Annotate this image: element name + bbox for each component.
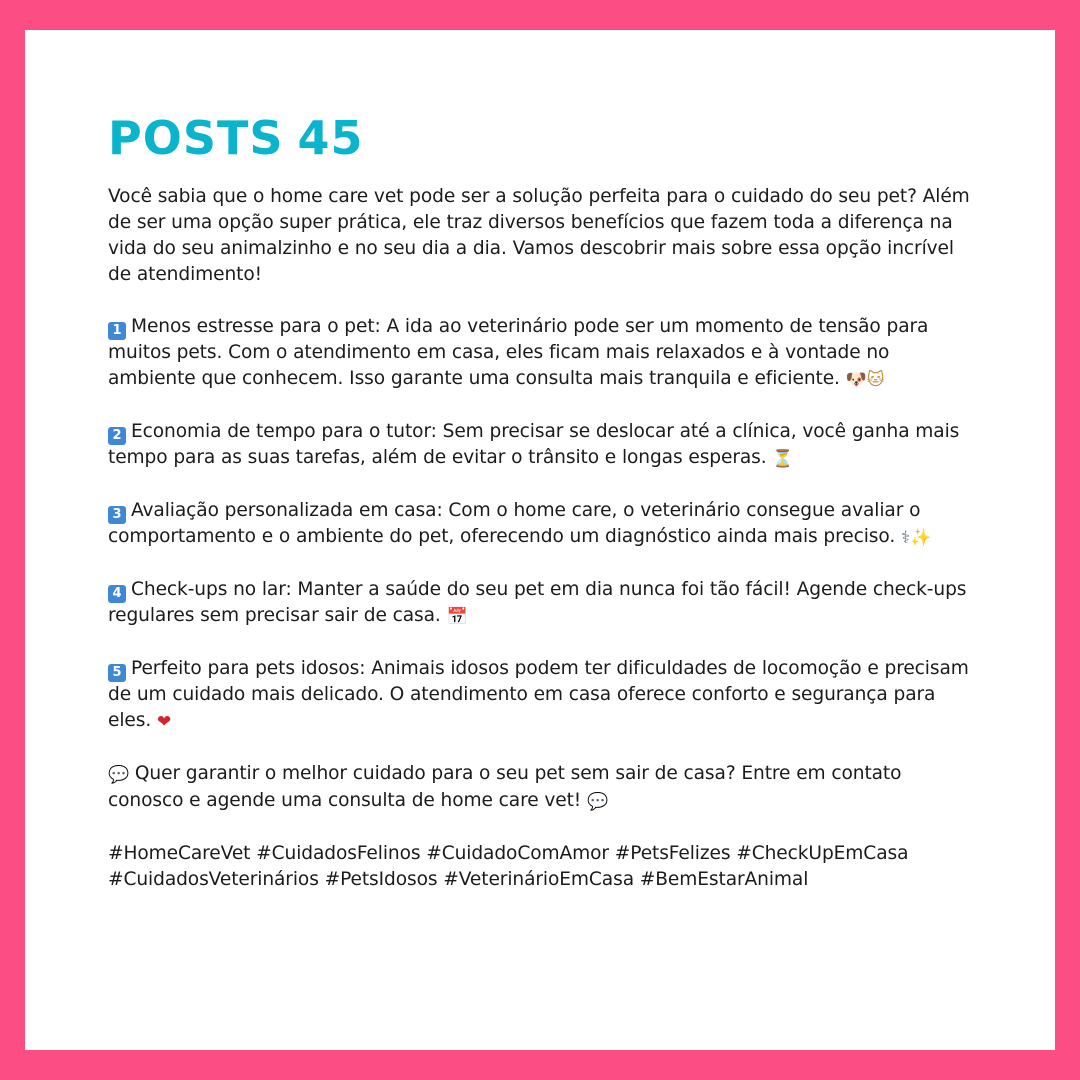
keycap-2-icon: 2 xyxy=(108,427,126,445)
hourglass-icon: ⏳ xyxy=(772,449,794,469)
post-body xyxy=(108,184,973,893)
dog-face-icon: 🐶 xyxy=(845,370,867,390)
cta-text: Quer garantir o melhor cuidado para o seu pet sem sair de casa? Entre em contato conosco e agende uma consulta de home care vet! xyxy=(108,763,902,811)
stethoscope-icon: ⚕ xyxy=(900,528,911,548)
speech-bubble-icon: 💬 xyxy=(108,765,130,785)
list-item xyxy=(108,498,973,551)
keycap-5-icon: 5 xyxy=(108,664,126,682)
list-item xyxy=(108,419,973,472)
title-number: 45 xyxy=(297,111,364,165)
calendar-icon: 📅 xyxy=(446,607,468,627)
item-text: Menos estresse para o pet: A ida ao veterinário pode ser um momento de tensão para muitos pets. Com o atendimento em casa, eles ficam mais relaxados e à vontade no ambiente que conhecem. Isso garante uma consulta mais tranquila e eficiente. xyxy=(108,316,929,389)
intro-paragraph: Você sabia que o home care vet pode ser a solução perfeita para o cuidado do seu pet? Além de ser uma opção super prática, ele traz diversos benefícios que fazem toda a diferença na vida do seu animalzinho e no seu dia a dia. Vamos descobrir mais sobre essa opção incrível de atendimento! xyxy=(108,186,970,285)
keycap-3-icon: 3 xyxy=(108,506,126,524)
list-item xyxy=(108,314,973,393)
item-text: Economia de tempo para o tutor: Sem precisar se deslocar até a clínica, você ganha mais tempo para as suas tarefas, além de evitar o trânsito e longas esperas. xyxy=(108,421,960,468)
title-word: POSTS xyxy=(108,111,284,165)
speech-bubble-icon: 💬 xyxy=(586,792,609,812)
cat-face-icon: 🐱 xyxy=(866,370,885,390)
sparkles-icon: ✨ xyxy=(910,528,932,548)
list-item xyxy=(108,577,973,630)
item-text: Perfeito para pets idosos: Animais idosos podem ter dificuldades de locomoção e precisam de um cuidado mais delicado. O atendimento em casa oferece conforto e segurança para eles. xyxy=(108,658,969,731)
post-title xyxy=(108,108,363,168)
keycap-1-icon: 1 xyxy=(108,322,126,340)
item-text: Check-ups no lar: Manter a saúde do seu pet em dia nunca foi tão fácil! Agende check-ups regulares sem precisar sair de casa. xyxy=(108,579,967,626)
list-item xyxy=(108,656,973,735)
heart-icon: ❤ xyxy=(156,712,172,732)
call-to-action xyxy=(108,761,973,815)
item-text: Avaliação personalizada em casa: Com o home care, o veterinário consegue avaliar o comportamento e o ambiente do pet, oferecendo um diagnóstico ainda mais preciso. xyxy=(108,500,921,547)
hashtags: #HomeCareVet #CuidadosFelinos #CuidadoComAmor #PetsFelizes #CheckUpEmCasa #CuidadosVeterinários #PetsIdosos #VeterinárioEmCasa #BemEstarAnimal xyxy=(108,843,909,890)
keycap-4-icon: 4 xyxy=(108,585,126,603)
